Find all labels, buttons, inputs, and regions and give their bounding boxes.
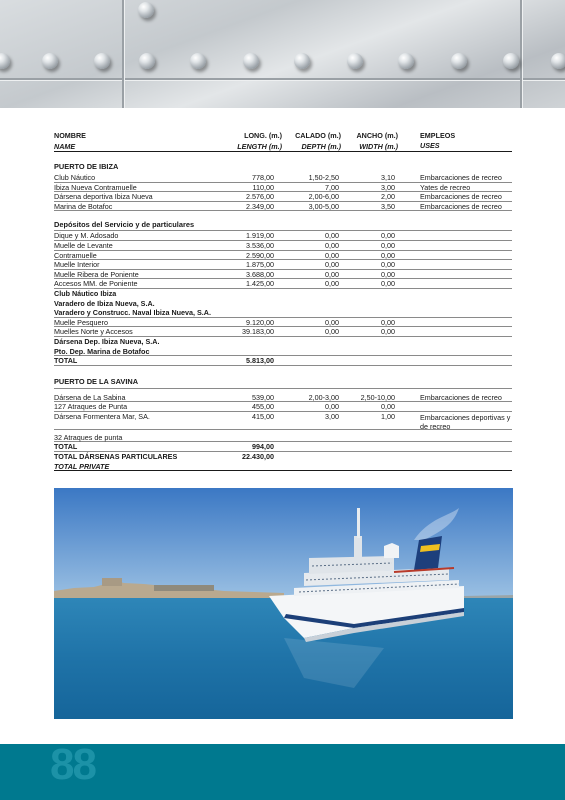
cell-name: 32 Atraques de punta	[54, 432, 123, 442]
section-title: Depósitos del Servicio y de particulares	[54, 219, 512, 231]
cell-use: Embarcaciones de recreo	[420, 201, 502, 211]
cell-use: Embarcaciones de recreo	[420, 392, 502, 402]
rivet-icon	[139, 53, 155, 69]
header-name-en: NAME	[54, 142, 76, 151]
table-row	[54, 241, 512, 251]
rivet-icon	[503, 53, 519, 69]
operator-line	[54, 299, 512, 309]
section-title: PUERTO DE IBIZA	[54, 162, 119, 171]
header-uses-en: USES	[420, 141, 440, 150]
operator-line	[54, 337, 512, 347]
table-row	[54, 260, 512, 270]
cell-width: 0,00	[381, 327, 395, 337]
table-row	[54, 412, 512, 430]
cell-length: 415,00	[252, 411, 274, 421]
cruise-ship-photo	[54, 488, 513, 719]
cell-name: Muelle Ribera de Poniente	[54, 269, 139, 279]
table-row	[54, 251, 512, 261]
cell-name: Club Náutico	[54, 173, 96, 182]
grand-total-label: TOTAL DÁRSENAS PARTICULARES	[54, 452, 178, 462]
cell-length: 9.120,00	[246, 317, 274, 327]
grand-total-row	[54, 452, 512, 462]
cell-length: 2.576,00	[246, 192, 274, 202]
cell-depth: 0,00	[325, 279, 339, 289]
cell-depth: 0,00	[325, 327, 339, 337]
operator-name: Club Náutico Ibiza	[54, 288, 117, 298]
cell-name: Muelle de Levante	[54, 240, 113, 250]
steel-plate-header	[0, 0, 565, 108]
cell-width: 0,00	[381, 402, 395, 412]
total-value: 994,00	[252, 442, 274, 452]
cell-name: 127 Atraques de Punta	[54, 402, 128, 412]
cell-name: Dársena deportiva Ibiza Nueva	[54, 192, 153, 202]
harbour-scene	[54, 488, 513, 719]
cell-width: 1,00	[381, 411, 395, 421]
cell-use: Embarcaciones de recreo	[420, 173, 502, 182]
cell-depth: 0,00	[325, 317, 339, 327]
operator-line	[54, 347, 512, 357]
plate-seam	[0, 78, 565, 80]
cell-name: Muelle Pesquero	[54, 317, 108, 327]
cell-name: Accesos MM. de Poniente	[54, 279, 138, 289]
cell-name: Dársena Formentera Mar, SA.	[54, 411, 150, 421]
cell-name: Marina de Botafoc	[54, 201, 113, 211]
total-label: TOTAL	[54, 442, 78, 452]
cell-length: 1.919,00	[246, 231, 274, 241]
rivet-icon	[0, 53, 10, 69]
cell-width: 3,10	[381, 173, 395, 182]
grand-total-label-en: TOTAL PRIVATE	[54, 461, 110, 471]
table-row	[54, 327, 512, 337]
cell-width: 0,00	[381, 240, 395, 250]
cell-depth: 3,00-5,00	[308, 201, 339, 211]
table-row	[54, 433, 512, 443]
operator-line	[54, 289, 512, 299]
cell-name: Ibiza Nueva Contramuelle	[54, 182, 137, 192]
rivet-icon	[138, 2, 154, 18]
cell-depth: 2,00-6,00	[308, 192, 339, 202]
section-ibiza-rows	[54, 173, 512, 211]
cell-length: 778,00	[252, 173, 274, 182]
cell-length: 3.536,00	[246, 240, 274, 250]
cell-depth: 2,00-3,00	[308, 392, 339, 402]
header-length-en: LENGTH (m.)	[237, 142, 282, 151]
table-header-en	[54, 141, 512, 152]
rivet-icon	[451, 53, 467, 69]
grand-total-row-en	[54, 462, 512, 472]
cell-name: Dique y M. Adosado	[54, 231, 119, 241]
cell-use: Yates de recreo	[420, 182, 471, 192]
cell-depth: 7,00	[325, 182, 339, 192]
rivet-icon	[42, 53, 58, 69]
total-value: 5.813,00	[246, 356, 274, 366]
cell-depth: 0,00	[325, 260, 339, 270]
cell-use: Embarcaciones de recreo	[420, 192, 502, 202]
header-width-en: WIDTH (m.)	[359, 142, 398, 151]
page-number: 88	[50, 740, 95, 789]
header-length: LONG. (m.)	[244, 131, 282, 140]
rivet-icon	[190, 53, 206, 69]
cell-width: 0,00	[381, 279, 395, 289]
cell-length: 110,00	[252, 182, 274, 192]
rivet-icon	[398, 53, 414, 69]
section-title: PUERTO DE LA SAVINA	[54, 375, 512, 389]
cell-name: Contramuelle	[54, 250, 97, 260]
cell-width: 2,50-10,00	[360, 392, 395, 402]
cell-depth: 1,50-2,50	[308, 173, 339, 182]
table-row	[54, 183, 512, 193]
operator-name: Pto. Dep. Marina de Botafoc	[54, 346, 150, 356]
cell-name: Muelles Norte y Accesos	[54, 327, 133, 337]
cell-width: 2,00	[381, 192, 395, 202]
rivet-icon	[94, 53, 110, 69]
operator-name: Varadero de Ibiza Nueva, S.A.	[54, 298, 155, 308]
cell-depth: 3,00	[325, 411, 339, 421]
header-uses: EMPLEOS	[420, 131, 456, 140]
cell-length: 39.183,00	[242, 327, 274, 337]
cell-length: 539,00	[252, 392, 274, 402]
total-row	[54, 442, 512, 452]
cell-use: Embarcaciones deportivas y de recreo	[420, 412, 511, 431]
header-depth: CALADO (m.)	[295, 131, 341, 140]
cell-length: 455,00	[252, 402, 274, 412]
operator-name: Varadero y Construcc. Naval Ibiza Nueva, S.A.	[54, 308, 211, 318]
table-row	[54, 202, 512, 212]
rivet-icon	[243, 53, 259, 69]
cell-depth: 0,00	[325, 269, 339, 279]
cell-length: 3.688,00	[246, 269, 274, 279]
cell-width: 0,00	[381, 260, 395, 270]
table-row	[54, 402, 512, 412]
rivet-icon	[551, 53, 565, 69]
plate-seam	[122, 0, 124, 108]
cell-length: 2.590,00	[246, 250, 274, 260]
cell-name: Dársena de La Sabina	[54, 392, 126, 402]
rivet-icon	[347, 53, 363, 69]
header-name: NOMBRE	[54, 131, 86, 140]
table-header-es	[54, 131, 512, 141]
operator-line	[54, 308, 512, 318]
table-row	[54, 192, 512, 202]
cell-width: 0,00	[381, 317, 395, 327]
total-row	[54, 356, 512, 366]
cell-length: 1.875,00	[246, 260, 274, 270]
header-width: ANCHO (m.)	[356, 131, 398, 140]
rivet-icon	[294, 53, 310, 69]
table-row	[54, 318, 512, 328]
grand-total-value: 22.430,00	[242, 452, 274, 462]
table-row	[54, 393, 512, 403]
cell-depth: 0,00	[325, 240, 339, 250]
table-row	[54, 279, 512, 289]
table-row	[54, 231, 512, 241]
cell-width: 3,00	[381, 182, 395, 192]
table-row	[54, 270, 512, 280]
cell-width: 3,50	[381, 201, 395, 211]
cell-depth: 0,00	[325, 250, 339, 260]
cell-name: Muelle Interior	[54, 260, 100, 270]
header-depth-en: DEPTH (m.)	[301, 142, 341, 151]
harbour-facilities-table	[54, 131, 512, 471]
cell-depth: 0,00	[325, 231, 339, 241]
table-row	[54, 173, 512, 183]
plate-seam	[520, 0, 522, 108]
total-label: TOTAL	[54, 356, 78, 366]
cell-depth: 0,00	[325, 402, 339, 412]
cell-width: 0,00	[381, 250, 395, 260]
cell-length: 1.425,00	[246, 279, 274, 289]
cell-width: 0,00	[381, 231, 395, 241]
cell-length: 2.349,00	[246, 201, 274, 211]
operator-name: Dársena Dep. Ibiza Nueva, S.A.	[54, 336, 160, 346]
cell-width: 0,00	[381, 269, 395, 279]
